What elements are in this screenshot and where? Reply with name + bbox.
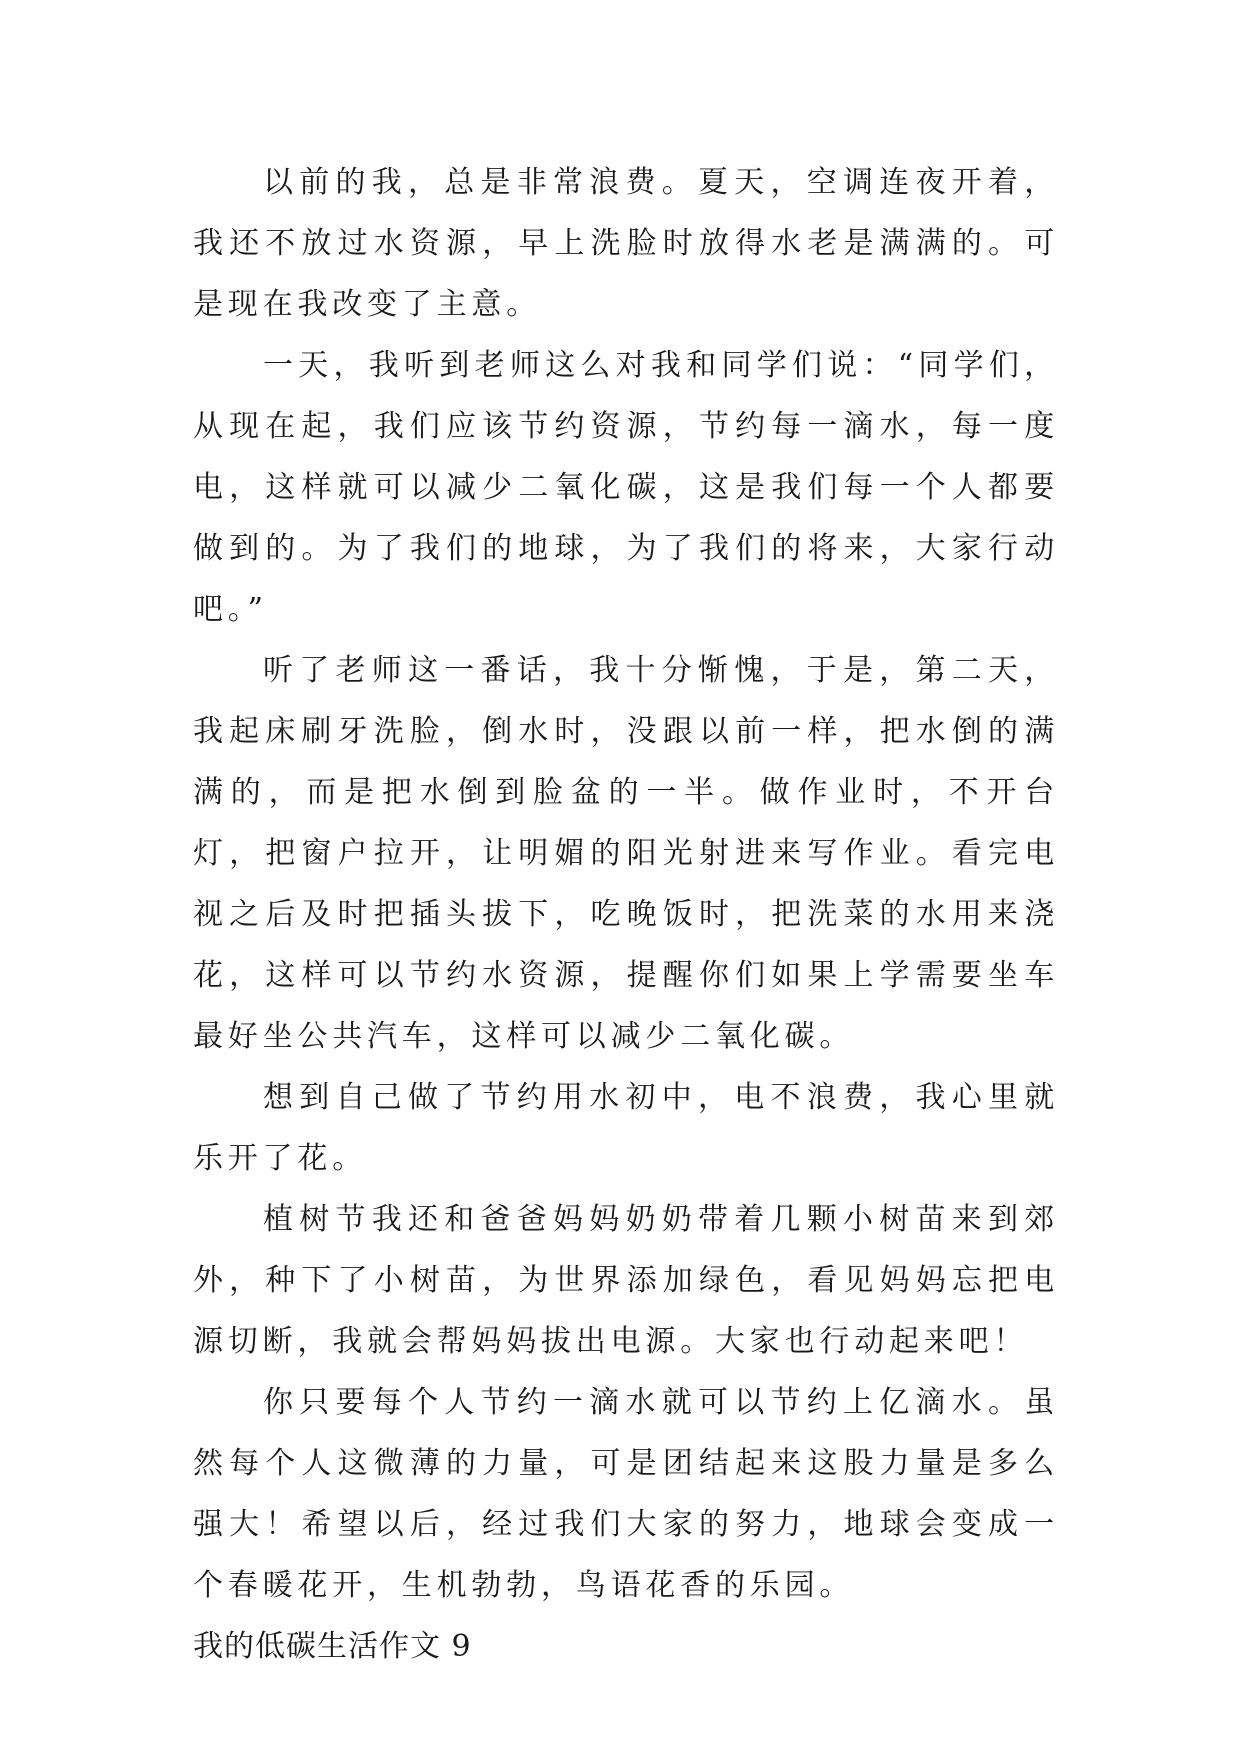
paragraph: 植树节我还和爸爸妈妈奶奶带着几颗小树苗来到郊外，种下了小树苗，为世界添加绿色，看见妈妈忘把电源切断，我就会帮妈妈拔出电源。大家也行动起来吧！ [193,1202,1059,1359]
document-page [193,152,1059,1677]
paragraph: 想到自己做了节约用水初中，电不浪费，我心里就乐开了花。 [193,1080,1059,1176]
paragraph: 听了老师这一番话，我十分惭愧，于是，第二天，我起床刷牙洗脸，倒水时，没跟以前一样，把水倒的满满的，而是把水倒到脸盆的一半。做作业时，不开台灯，把窗户拉开，让明媚的阳光射进来写作业。看完电视之后及时把插头拔下，吃晚饭时，把洗菜的水用来浇花，这样可以节约水资源，提醒你们如果上学需要坐车最好坐公共汽车，这样可以减少二氧化碳。 [193,653,1059,1054]
paragraph: 一天，我听到老师这么对我和同学们说：“同学们，从现在起，我们应该节约资源，节约每一滴水，每一度电，这样就可以减少二氧化碳，这是我们每一个人都要做到的。为了我们的地球，为了我们的将来，大家行动吧。” [193,348,1059,627]
paragraph: 你只要每个人节约一滴水就可以节约上亿滴水。虽然每个人这微薄的力量，可是团结起来这股力量是多么强大！希望以后，经过我们大家的努力，地球会变成一个春暖花开，生机勃勃，鸟语花香的乐园。 [193,1385,1059,1603]
section-heading: 我的低碳生活作文 9 [193,1629,472,1664]
paragraph: 以前的我，总是非常浪费。夏天，空调连夜开着，我还不放过水资源，早上洗脸时放得水老是满满的。可是现在我改变了主意。 [193,165,1059,322]
